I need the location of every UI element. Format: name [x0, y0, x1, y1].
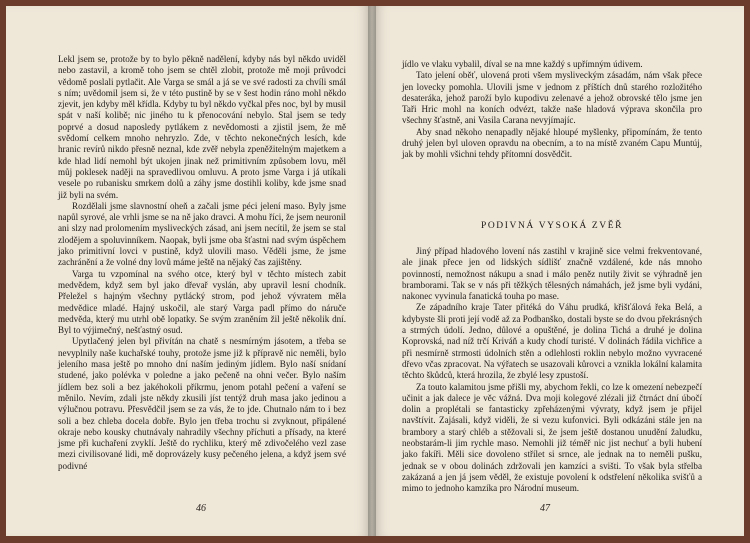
paragraph: Ze západního kraje Tater přitéká do Váhu prudká, křišťálová řeka Belá, a kdybyste šli proti její vodě až za Podbanško, dostali byste se do dvou překrásných a strmých údolí. Jedno, důlové a opuštěné, je dolina Tichá a druhé je dolina Koprovská, nad níž trčí Kriváň a kudy chodí turisté. V dolinách řádila vichřice a při nesmírně strmosti údolních stěn a odlehlosti roklin nebylo možno vyvracené dřevo včas zpracovat. Na výřatech se usazovali kůrovci a vznikla lokální kalamita těchto škůdců, která hrozila, že zbylé lesy zpustoší.: [402, 302, 702, 381]
right-page-text-top: [402, 59, 702, 161]
left-page: [6, 6, 372, 536]
right-page: [372, 6, 744, 536]
chapter-heading: PODIVNÁ VYSOKÁ ZVĚŘ: [480, 221, 624, 231]
page-number: 47: [540, 503, 550, 514]
paragraph: jídlo ve vlaku vybalil, díval se na mne každý s upřímným údivem.: [402, 59, 643, 69]
paragraph: Upytlačený jelen byl přivítán na chatě s nesmírným jásotem, a třeba se nevyplnily naše kuchařské touhy, protože jsme již k přípravě nic neměli, bylo jeleního masa ještě po mnoho dní naším jediným jídlem. Bylo naší snídaní studené, jako polévka v poledne a jako pečeně na ohni večer. Bylo naším jídlem bez soli a bez jakéhokoli příkrmu, jenom potahl pečení a vaření se měnilo. Nevím, zdali jste někdy zkusili jíst tentýž druh masa jako jedinou a výlučnou potravu. Přesvědčil jsem se za vás, že to jde. Chutnalo nám to i bez soli a bez chleba docela dobře. Bylo jen třeba trochu si zvyknout, připálené okraje nebo kousky chutnávaly nahradily všechny příchuti a přísady, na které jsme při kuchaření zvyklí. Ještě do rychliku, který mě zdivočelého vezl zase mezi civilisované lidi, mě doprovázely kusy pečeného jelena, a když jsem své podivné: [58, 336, 346, 471]
paragraph: Varga tu vzpomínal na svého otce, který byl v těchto místech zabit medvědem, když sem byl jako dřevař vyslán, aby upravil lesní chodník. Přeležel s hajným všechny pytlácký strom, pod jehož vývratem měla medvědice mladé. Hajný uskočil, ale starý Varga padl přímo do náruče medvěda, který mu utrhl obě lopatky. Se svým zraněním žil ještě několik dní. Byl to výjimečný, nešťastný osud.: [58, 268, 346, 336]
book-gutter: [368, 6, 376, 536]
left-page-text: [58, 54, 346, 472]
right-page-text-bottom: [402, 246, 702, 495]
paragraph: Aby snad někoho nenapadly nějaké hloupé myšlenky, připomínám, že tento druhý jelen byl uloven opravdu na obecním, a to na místě zvaném Capu Muntúj, jak by mohli všichni tehdy přítomní dosvědčit.: [402, 126, 702, 160]
paragraph: Za touto kalamitou jsme přišli my, abychom řekli, co lze k omezení nebezpečí učinit a jak dalece je věc vážná. Dva moji kolegové zlézali již čtrnáct dní úbočí dolin a proplétali se fantasticky zpřeházenými vývraty, když jsem je přijel navštívit. Zajásali, když viděli, že si vezu kufonvici. Byli odkázáni stále jen na brambory a starý chléb a stěžovali si, že jsem ještě dostanou unudění žaludku, neobstarám-li jim rychle maso. Nemohli již téměř nic jist nechuť a byli hubení jako fakíři. Měli sice dovoleno střílet si srnce, ale jednak na to neměli pušku, jednak se v obou dolinách zdržovali jen kamzíci a svišti. To však byla střelba zakázaná a jen já jsem věděl, že existuje povolení k odstřelení několika svišťů a mimo to jednoho kamzíka pro Národní museum.: [402, 381, 702, 494]
paragraph: Rozdělali jsme slavnostní oheň a začali jsme péci jelení maso. Byly jsme napůl syrové, ale vrhli jsme se na ně jako dravci. A mohu říci, že jsem neuronil ani slzy nad prolomením mysliveckých zásad, ani jsem necítil, že jsem se stal zlodějem a spoluvinníkem. Naopak, byli jsme oba šťastni nad svým úspěchem jako primitivní lovci v pustině, když ulovili maso. Věděli jsme, že jsme zachránění a že volné dny lovů máme ještě na nějaký čas zajištěny.: [58, 200, 346, 268]
paragraph: Jiný případ hladového lovení nás zastihl v krajině sice velmi frekventované, ale jinak přece jen od lidských sídlišť značně vzdálené, kde nás mnoho povinností, nemožnost nákupu a snad i málo peněz nutily živit se výhradně jen bramborami. Tak se v nás při těžkých tělesných námahách, jež jsme byli vydáni, nakonec vyvinula fanatická touha po mase.: [402, 246, 702, 302]
paragraph: Lekl jsem se, protože by to bylo pěkně nadělení, kdyby nás byl někdo uviděl nebo zastavil, a kromě toho jsem se chtěl zlobit, protože mě moji průvodci vědomě poslali pytlačit. Ale Varga se smál a já se ve své radosti za chvíli smál s ním; uvědomil jsem si, že v této pustině by se v šest hodin ráno mohl někdo zjevit, jen kdyby měl křídla. Kdyby tu byl někdo vyčkal přes noc, byl by musil spát v naší kolibě; nic jiného tu k přenocování nebylo. Stal jsem se tedy poprvé a dosud naposledy pytlákem z nevědomosti a zjistil jsem, že mě svědomí celkem mnoho nehryzlo. Zde, v těchto nekonečných lesích, kde hranic revírů nikdo přesně neznal, kde zvěř nebyla zpeněžitelným majetkem a kde hlad lidí nemohl být ukojen jinak než primitivním způsobem lovu, měl můj poklesek naději na spravedlivou omluvu. A proto jsme Varga i já utíkali vesele po rubanisku smrkem dolů a záhy jsme dostihli koliby, kde jsme snad již byli na svém.: [58, 54, 346, 200]
page-number: 46: [196, 503, 206, 514]
paragraph: Tato jelení oběť, ulovená proti všem mysliveckým zásadám, nám však přece jen lovecky pomohla. Ulovili jsme v jednom z příštích dnů starého rozložitého desateráka, jehož paroží bylo kupodivu zelenavé a jehož obrovské tělo jsme jen Taři Hric mohl na koních odvézt, takže naše hladová výprava skončila pro všechny šťastně, ani Vasila Carana nevyjímajíc.: [402, 70, 702, 126]
